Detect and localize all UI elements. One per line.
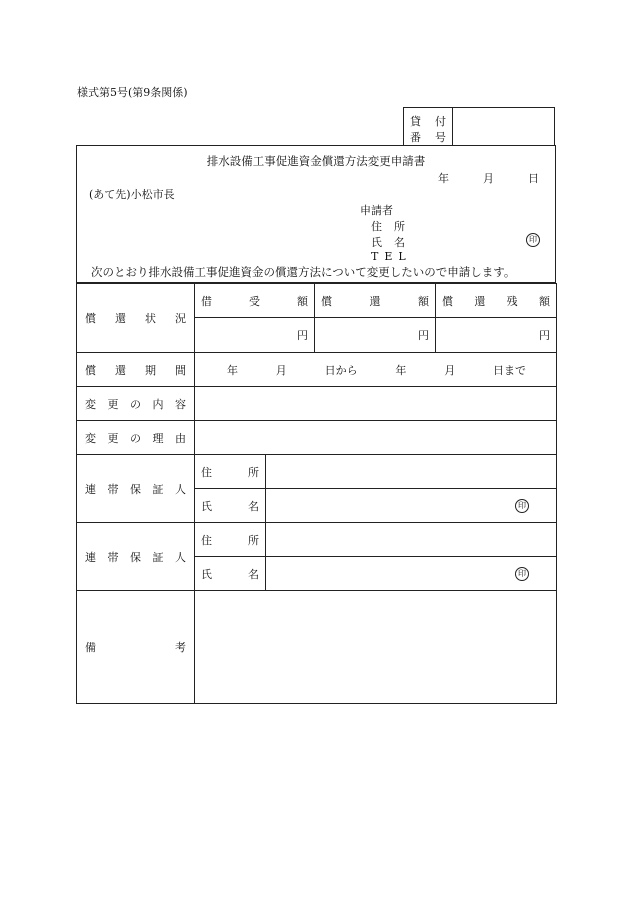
label-char: 所 [394,220,405,233]
label-char: 由 [175,431,186,445]
seal-icon: 印 [515,499,529,513]
label-char: 更 [107,431,119,445]
label-char: 名 [394,236,405,249]
loan-number-label-char: 付 [435,115,446,128]
label-char: 住 [201,465,212,479]
loan-number-label-char: 貸 [410,115,421,128]
label-char: 償 [321,294,332,308]
label-char: 証 [152,550,164,564]
period-part: 月 [444,363,456,377]
loan-number-box [403,107,555,145]
label-char: 連 [85,482,96,496]
day-unit: 日 [528,172,539,185]
label-char: 額 [297,294,308,308]
label-char: 償 [85,363,96,377]
label-char: 更 [107,397,119,411]
label-char: 残 [506,294,518,308]
remarks-label [77,591,195,704]
label-char: 人 [175,482,186,496]
seal-icon: 印 [526,233,540,247]
label-char: 帯 [107,550,119,564]
label-char: 容 [175,397,186,411]
change-reason-label [77,421,195,455]
form-number-label: 様式第5号(第9条関係) [77,86,188,99]
change-reason-field[interactable] [195,421,557,455]
label-char: 額 [538,294,550,308]
label-char: 償 [442,294,453,308]
guarantor-1-name-field[interactable] [266,489,557,523]
repaid-amount-field[interactable] [315,318,436,353]
period-part: 月 [275,363,287,377]
repayment-period-label [77,353,195,387]
month-unit: 月 [483,172,494,185]
label-char: 名 [248,567,259,581]
yen-unit: 円 [539,329,550,342]
yen-unit: 円 [297,329,308,342]
remarks-field[interactable] [195,591,557,704]
loan-number-field[interactable] [453,108,554,145]
label-char: 氏 [371,236,382,249]
borrowed-amount-header [195,284,315,318]
yen-unit: 円 [418,329,429,342]
remaining-amount-field[interactable] [436,318,557,353]
borrowed-amount-field[interactable] [195,318,315,353]
repayment-period-field[interactable] [195,353,557,387]
guarantor-1-address-field[interactable] [266,455,557,489]
label-char: 受 [249,294,260,308]
year-unit: 年 [438,172,449,185]
guarantor-2-address-field[interactable] [266,523,557,557]
label-char: 考 [175,641,186,654]
change-content-field[interactable] [195,387,557,421]
label-char: 況 [175,312,186,325]
label-char: 氏 [201,499,212,513]
label-char: 状 [145,312,156,325]
label-char: 変 [85,397,96,411]
label-char: 保 [130,482,141,496]
label-char: 帯 [107,482,119,496]
period-part: 年 [227,363,238,377]
label-char: 還 [369,294,381,308]
period-part: 年 [395,363,407,377]
application-table [76,283,557,704]
loan-number-label-char: 番 [410,131,421,144]
label-char: 変 [85,431,96,445]
repaid-amount-header [315,284,436,318]
guarantor-1-label [77,455,195,523]
label-char: 人 [175,550,186,564]
label-char: 内 [152,397,164,411]
period-part: 日から [324,363,358,377]
label-char: 償 [85,312,96,325]
application-header [76,145,556,283]
application-statement: 次のとおり排水設備工事促進資金の償還方法について変更したいので申請します。 [91,265,516,279]
guarantor-2-name-label [195,557,266,591]
label-char: 住 [371,220,382,233]
label-char: 保 [130,550,141,564]
label-char: 還 [474,294,486,308]
period-part: 日まで [492,363,526,377]
applicant-address-label [371,218,405,234]
loan-number-label-cell [404,108,453,145]
guarantor-1-address-label [195,455,266,489]
repayment-status-label [77,284,195,353]
label-char: 所 [248,533,259,547]
label-char: 名 [248,499,259,513]
label-char: 理 [152,431,164,445]
label-char: 還 [115,363,126,377]
guarantor-2-name-field[interactable] [266,557,557,591]
addressee: (あて先)小松市長 [89,188,175,201]
label-char: 備 [85,641,96,654]
date-field[interactable] [438,170,539,186]
applicant-name-label [371,234,405,250]
label-char: 期 [145,363,156,377]
label-char: 間 [175,363,186,377]
loan-number-label-char: 号 [435,131,446,144]
remaining-amount-header [436,284,557,318]
applicant-tel-label: TEL [371,250,412,263]
label-char: の [130,397,141,411]
label-char: 額 [418,294,429,308]
guarantor-2-label [77,523,195,591]
label-char: 還 [115,312,126,325]
label-char: 住 [201,533,212,547]
label-char: 証 [152,482,164,496]
label-char: の [130,431,141,445]
label-char: 連 [85,550,96,564]
label-char: 氏 [201,567,212,581]
label-char: 借 [201,294,212,308]
change-content-label [77,387,195,421]
guarantor-2-address-label [195,523,266,557]
guarantor-1-name-label [195,489,266,523]
applicant-label: 申請者 [360,204,393,217]
seal-icon: 印 [515,567,529,581]
label-char: 所 [248,465,259,479]
document-title: 排水設備工事促進資金償還方法変更申請書 [206,154,426,168]
